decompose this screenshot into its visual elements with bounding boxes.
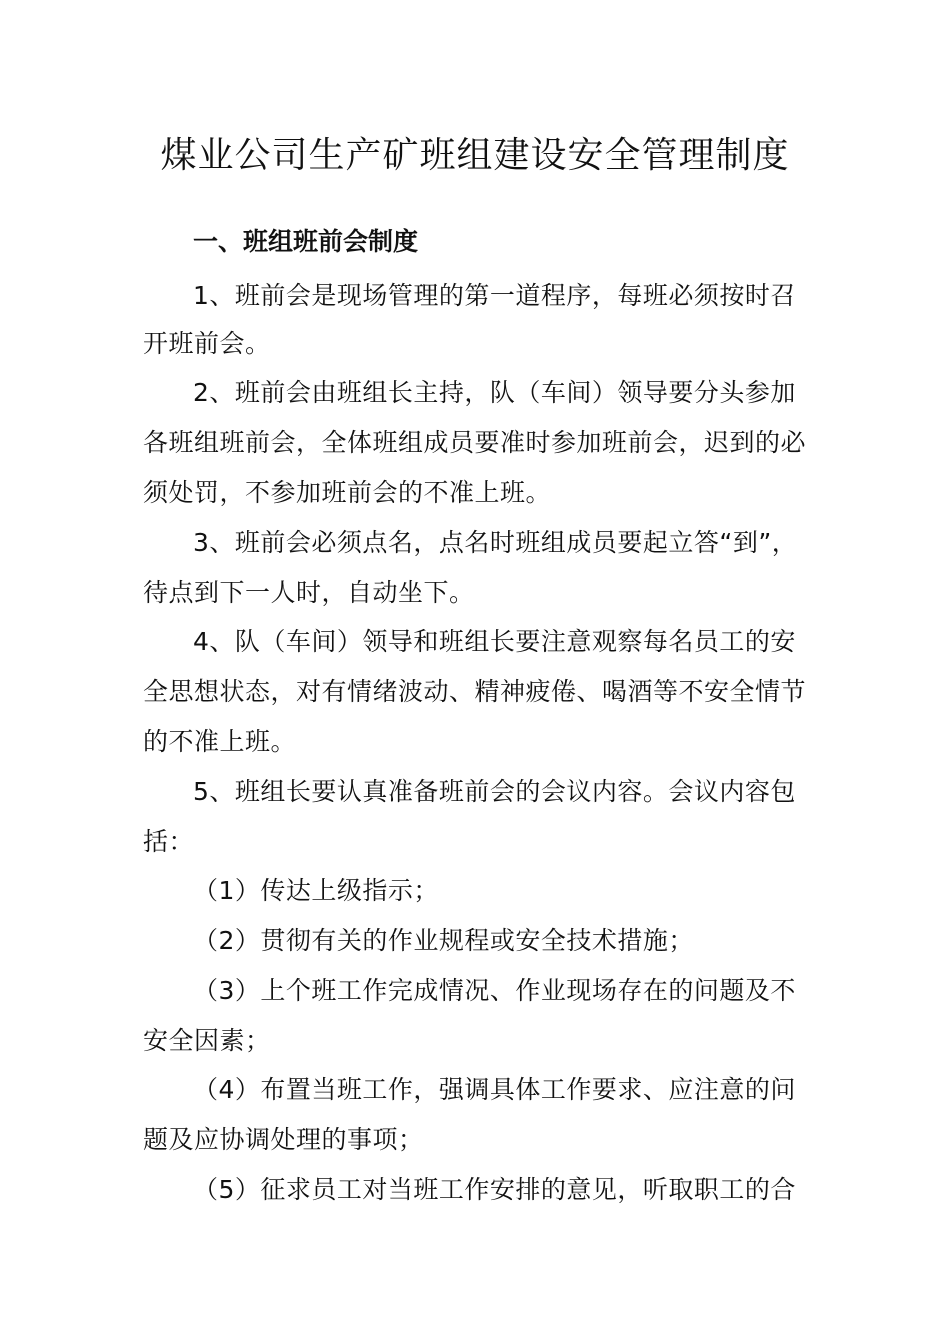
paragraph-line: 须处罚，不参加班前会的不准上班。	[143, 478, 552, 507]
paragraph-line: 全思想状态，对有情绪波动、精神疲倦、喝酒等不安全情节	[143, 677, 807, 706]
section-heading: 一、班组班前会制度	[193, 227, 419, 256]
paragraph-line: 1、班前会是现场管理的第一道程序，每班必须按时召	[193, 281, 796, 310]
list-item: （1）传达上级指示；	[193, 876, 439, 905]
paragraph-line: 开班前会。	[143, 329, 271, 358]
document-title: 煤业公司生产矿班组建设安全管理制度	[160, 135, 790, 176]
list-item: （2）贯彻有关的作业规程或安全技术措施；	[193, 926, 694, 955]
paragraph-line: 3、班前会必须点名，点名时班组成员要起立答“到”，	[193, 528, 798, 557]
list-item: （3）上个班工作完成情况、作业现场存在的问题及不	[193, 976, 796, 1005]
list-item-continuation: 安全因素；	[143, 1026, 271, 1055]
paragraph-line: 5、班组长要认真准备班前会的会议内容。会议内容包	[193, 777, 796, 806]
paragraph-line: 4、队（车间）领导和班组长要注意观察每名员工的安	[193, 627, 796, 656]
paragraph-line: 括：	[143, 827, 195, 856]
paragraph-line: 待点到下一人时，自动坐下。	[143, 578, 475, 607]
list-item-continuation: 题及应协调处理的事项；	[143, 1125, 424, 1154]
paragraph-line: 的不准上班。	[143, 727, 297, 756]
paragraph-line: 2、班前会由班组长主持，队（车间）领导要分头参加	[193, 378, 796, 407]
list-item: （5）征求员工对当班工作安排的意见，听取职工的合	[193, 1175, 796, 1204]
paragraph-line: 各班组班前会，全体班组成员要准时参加班前会，迟到的必	[143, 428, 807, 457]
list-item: （4）布置当班工作，强调具体工作要求、应注意的问	[193, 1075, 796, 1104]
